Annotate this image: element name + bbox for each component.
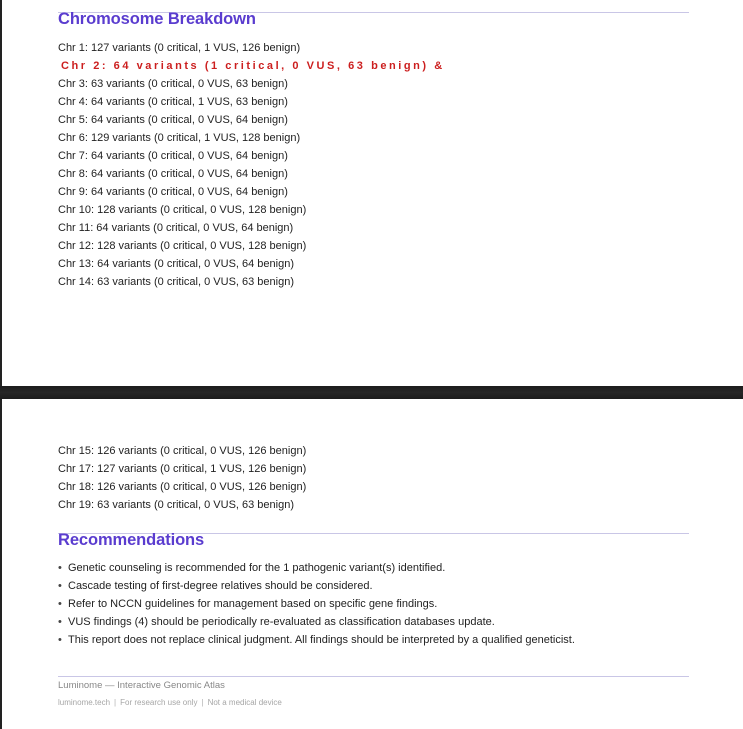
recommendations-heading [58,533,689,550]
footer-research-note: For research use only [120,698,198,707]
chromosome-row: Chr 5: 64 variants (0 critical, 0 VUS, 64 benign) [58,114,288,126]
bullet-icon: • [58,598,62,610]
report-page-2 [2,399,743,729]
chromosome-row: Chr 3: 63 variants (0 critical, 0 VUS, 63 benign) [58,78,288,90]
footer-separator: | [201,698,204,707]
chromosome-breakdown-heading [58,12,689,29]
footer-separator: | [114,698,117,707]
chromosome-row: Chr 6: 129 variants (0 critical, 1 VUS, 128 benign) [58,132,301,144]
chromosome-row: Chr 9: 64 variants (0 critical, 0 VUS, 64 benign) [58,186,288,198]
chromosome-row: Chr 1: 127 variants (0 critical, 1 VUS, 126 benign) [58,42,301,54]
chromosome-row: Chr 13: 64 variants (0 critical, 0 VUS, 64 benign) [58,258,295,270]
recommendations-list [58,559,575,649]
recommendation-item [58,595,575,613]
chromosome-row: Chr 19: 63 variants (0 critical, 0 VUS, 63 benign) [58,499,295,511]
chromosome-row: Chr 11: 64 variants (0 critical, 0 VUS, 64 benign) [58,222,294,234]
footer-links [58,697,689,708]
recommendation-text: VUS findings (4) should be periodically re-evaluated as classification databases update. [68,616,495,628]
recommendation-item [58,577,575,595]
chromosome-row: Chr 15: 126 variants (0 critical, 0 VUS, 126 benign) [58,445,307,457]
bullet-icon: • [58,580,62,592]
report-footer [58,676,689,708]
recommendation-text: Cascade testing of first-degree relatives should be considered. [68,580,373,592]
chromosome-row: Chr 8: 64 variants (0 critical, 0 VUS, 64 benign) [58,168,288,180]
chromosome-row: Chr 18: 126 variants (0 critical, 0 VUS, 126 benign) [58,481,307,493]
chromosome-list [58,39,445,291]
bullet-icon: • [58,562,62,574]
chromosome-row-critical: Chr 2: 64 variants (1 critical, 0 VUS, 63 benign) & [61,60,445,72]
chromosome-row: Chr 14: 63 variants (0 critical, 0 VUS, 63 benign) [58,276,295,288]
recommendation-text: Refer to NCCN guidelines for management based on specific gene findings. [68,598,438,610]
bullet-icon: • [58,634,62,646]
chromosome-row: Chr 12: 128 variants (0 critical, 0 VUS, 128 benign) [58,240,307,252]
recommendation-text: Genetic counseling is recommended for the 1 pathogenic variant(s) identified. [68,562,446,574]
recommendations-title: Recommendations [58,531,205,549]
page-separator [0,386,743,399]
chromosome-row: Chr 4: 64 variants (0 critical, 1 VUS, 63 benign) [58,96,288,108]
chromosome-row: Chr 10: 128 variants (0 critical, 0 VUS, 128 benign) [58,204,307,216]
chromosome-breakdown-title: Chromosome Breakdown [58,10,256,28]
footer-link-site[interactable]: luminome.tech [58,698,111,707]
recommendation-item [58,631,575,649]
chromosome-row: Chr 17: 127 variants (0 critical, 1 VUS, 126 benign) [58,463,307,475]
report-page-1 [2,0,743,386]
chromosome-list-continued [58,442,306,514]
chromosome-row: Chr 7: 64 variants (0 critical, 0 VUS, 64 benign) [58,150,288,162]
recommendation-item [58,559,575,577]
recommendation-text: This report does not replace clinical judgment. All findings should be interpreted by a qualified geneticist. [68,634,575,646]
bullet-icon: • [58,616,62,628]
footer-device-note: Not a medical device [207,698,282,707]
recommendation-item [58,613,575,631]
footer-title: Luminome — Interactive Genomic Atlas [58,680,225,691]
